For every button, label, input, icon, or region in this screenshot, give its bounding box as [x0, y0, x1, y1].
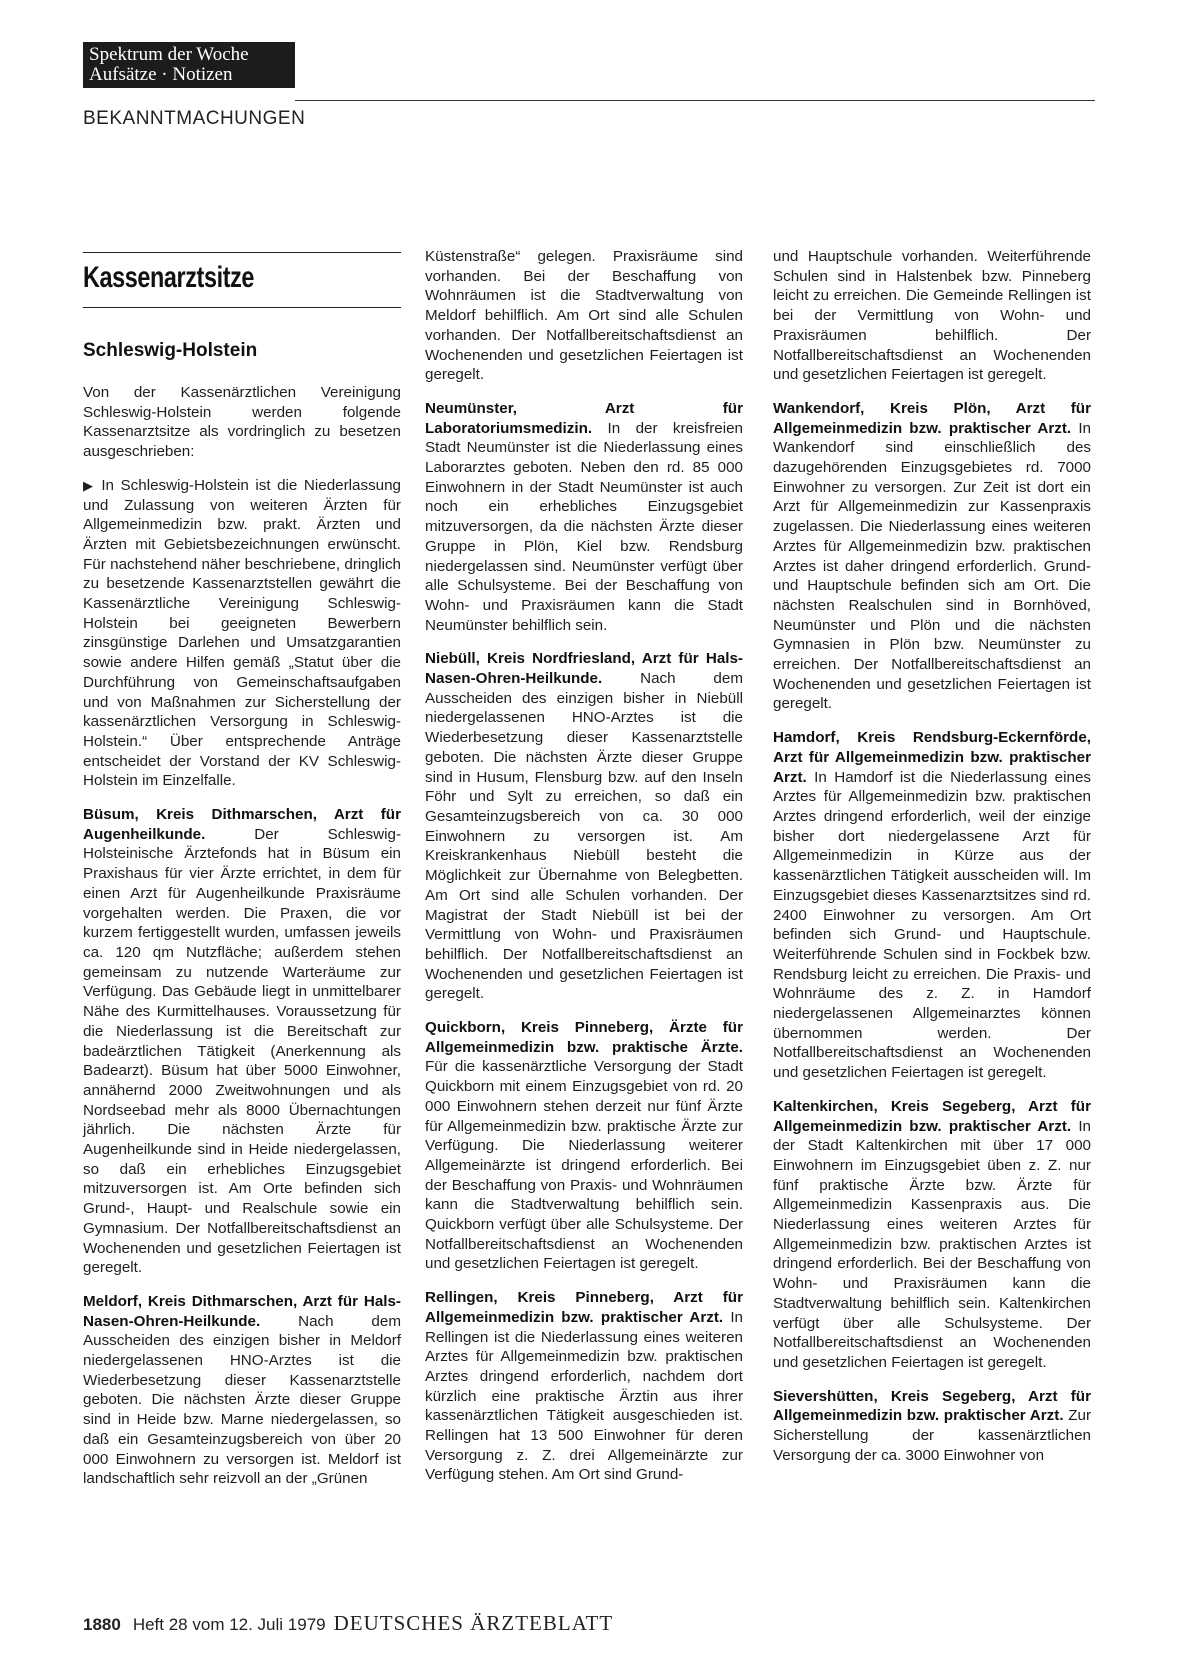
section-label: BEKANNTMACHUNGEN — [83, 108, 306, 129]
entry-heading: Meldorf, Kreis Dithmarschen, Arzt für Hals-Nasen-Ohren-Heilkunde. — [83, 1292, 401, 1330]
intro-paragraph: Von der Kassenärztlichen Vereinigung Schleswig-Holstein werden folgende Kassenarztsitze als vordringlich zu besetzen ausgeschrieben: — [83, 384, 401, 461]
entry-text: In Wankendorf sind einschließlich des dazugehörenden Einzugsgebietes rd. 7000 Einwohner zu versorgen. Zur Zeit ist dort ein Arzt für Allgemeinmedizin zur Kassenpraxis zugelassen. Die Niederlassung eines weiteren Arztes für Allgemeinmedizin bzw. praktischen Arztes ist daher dringend erforderlich. Grund- und Hauptschule befinden sich am Ort. Die nächsten Realschulen sind in Bornhöved, Neumünster und Plön und die nächsten Gymnasien in Plön bzw. Neumünster zu erreichen. Der Notfallbereitschaftsdienst an Wochenenden und gesetzlichen Feiertagen ist geregelt. — [773, 419, 1091, 713]
entry-text: In Hamdorf ist die Niederlassung eines Arztes für Allgemeinmedizin bzw. praktischen Arztes dringend erforderlich, weil der einzige bisher dort niedergelassene Arzt für Allgemeinmedizin in Kürze aus der kassenärztlichen Tätigkeit ausscheiden will. Im Einzugsgebiet dieses Kassenarztsitzes sind rd. 2400 Einwohner zu versorgen. Am Ort befinden sich Grund- und Hauptschule. Weiterführende Schulen sind in Fockbek bzw. Rendsburg leicht zu erreichen. Die Praxis- und Wohnräume des z. Z. in Hamdorf niedergelassenen Allgemeinarztes können übernommen werden. Der Notfallbereitschaftsdienst an Wochenenden und gesetzlichen Feiertagen ist geregelt. — [773, 768, 1091, 1082]
entry-heading: Niebüll, Kreis Nordfriesland, Arzt für Hals-Nasen-Ohren-Heilkunde. — [425, 650, 743, 688]
entry-kaltenkirchen — [773, 1097, 1091, 1373]
entry-heading: Kaltenkirchen, Kreis Segeberg, Arzt für Allgemeinmedizin bzw. praktischer Arzt. — [773, 1097, 1091, 1135]
title-rule-top — [83, 252, 401, 253]
entry-heading: Quickborn, Kreis Pinneberg, Ärzte für Allgemeinmedizin bzw. praktische Ärzte. — [425, 1019, 743, 1056]
page-footer — [83, 1611, 613, 1636]
entry-rellingen-continued: und Hauptschule vorhanden. Weiterführende Schulen sind in Halstenbek bzw. Pinneberg leicht zu erreichen. Die Gemeinde Rellingen ist bei der Vermittlung von Wohn- und Praxisräumen behilflich. Der Notfallbereitschaftsdienst an Wochenenden und gesetzlichen Feiertagen ist geregelt. — [773, 248, 1091, 384]
header-rule — [295, 100, 1095, 101]
column-2 — [425, 247, 743, 1499]
entry-text: Nach dem Ausscheiden des einzigen bisher in Meldorf niedergelassenen HNO-Arztes ist die Wiederbesetzung dieser Kassenarztstelle geboten. Die nächsten Ärzte dieser Gruppe sind in Heide bzw. Marne niedergelassen, so daß ein Gesamteinzugsbereich von über 20 000 Einwohnern zu versorgen ist. Meldorf ist landschaftlich sehr reizvoll an der „Grünen — [83, 1312, 401, 1488]
entry-heading: Rellingen, Kreis Pinneberg, Arzt für Allgemeinmedizin bzw. praktischer Arzt. — [425, 1289, 743, 1326]
entry-quickborn — [425, 1018, 743, 1274]
rubric-line-1: Spektrum der Woche — [89, 44, 249, 65]
entry-heading: Sievershütten, Kreis Segeberg, Arzt für Allgemeinmedizin bzw. praktischer Arzt. — [773, 1387, 1091, 1425]
entry-meldorf-continued: Küstenstraße“ gelegen. Praxisräume sind vorhanden. Bei der Beschaffung von Wohnräumen ist die Stadtverwaltung von Meldorf behilflich. Am Ort sind alle Schulen vorhanden. Der Notfallbereitschaftsdienst an Wochenenden und gesetzlichen Feiertagen ist geregelt. — [425, 248, 743, 384]
entry-text: Für die kassenärztliche Versorgung der Stadt Quickborn mit einem Einzugsgebiet von rd. 20 000 Einwohnern stehen derzeit nur fünf Ärzte für Allgemeinmedizin bzw. praktische Ärzte zur Verfügung. Die Niederlassung weiterer Allgemeinärzte ist dringend erforderlich. Bei der Beschaffung von Praxis- und Wohnräumen kann die Stadtverwaltung behilflich sein. Quickborn verfügt über alle Schulsysteme. Der Notfallbereitschaftsdienst an Wochenenden und gesetzlichen Feiertagen ist geregelt. — [425, 1058, 743, 1273]
issue-info: Heft 28 vom 12. Juli 1979 — [132, 1615, 326, 1634]
entry-text: Zur Sicherstellung der kassenärztlichen Versorgung der ca. 3000 Einwohner von — [773, 1407, 1091, 1464]
article-title: Kassenarztsitze — [83, 261, 255, 294]
entry-heading: Büsum, Kreis Dithmarschen, Arzt für Augenheilkunde. — [83, 806, 401, 843]
title-rule-bottom — [83, 307, 401, 308]
journal-name: DEUTSCHES ÄRZTEBLATT — [333, 1611, 614, 1635]
column-3 — [773, 247, 1091, 1479]
rubric-line-2: Aufsätze · Notizen — [89, 64, 233, 85]
entry-text: In der Stadt Kaltenkirchen mit über 17 000 Einwohnern im Einzugsgebiet üben z. Z. nur fünf praktische Ärzte bzw. Ärzte für Allgemeinmedizin Kassenpraxis aus. Die Niederlassung eines weiteren Arztes für Allgemeinmedizin bzw. praktischen Arztes ist dringend erforderlich. Bei der Beschaffung von Wohn- und Praxisräumen kann die Stadtverwaltung behilflich sein. Kaltenkirchen verfügt über alle Schulsysteme. Der Notfallbereitschaftsdienst an Wochenenden und gesetzlichen Feiertagen ist geregelt. — [773, 1117, 1091, 1371]
triangle-right-icon: ▶ — [83, 477, 96, 493]
entry-buesum — [83, 805, 401, 1278]
entry-heading: Wankendorf, Kreis Plön, Arzt für Allgemeinmedizin bzw. praktischer Arzt. — [773, 399, 1091, 437]
entry-text: In der kreisfreien Stadt Neumünster ist die Niederlassung eines Laborarztes geboten. Neben den rd. 85 000 Einwohnern in der Stadt Neumünster ist auch noch ein erhebliches Einzugsgebiet mitzuversorgen, da die nächsten Ärzte dieser Gruppe in Plön, Kiel bzw. Rendsburg niedergelassen sind. Neumünster verfügt über alle Schulsysteme. Bei der Beschaffung von Wohn- und Praxisräumen kann die Stadt Neumünster behilflich sein. — [425, 419, 743, 634]
entry-sievershuetten — [773, 1387, 1091, 1466]
column-1 — [83, 383, 401, 1503]
rubric-badge — [83, 42, 295, 88]
entry-rellingen — [425, 1288, 743, 1485]
entry-text: Nach dem Ausscheiden des einzigen bisher in Niebüll niedergelassenen HNO-Arztes ist die Wiederbesetzung dieser Kassenarztstelle geboten. Die nächsten Ärzte dieser Gruppe sind in Husum, Flensburg bzw. auf den Inseln Föhr und Sylt zu erreichen, so daß ein Gesamteinzugsbereich von ca. 30 000 Einwohnern zu versorgen ist. Am Kreiskrankenhaus Niebüll besteht die Möglichkeit zur Übernahme von Belegbetten. Am Ort sind alle Schulen vorhanden. Der Magistrat der Stadt Niebüll ist bei der Vermittlung von Wohn- und Praxisräumen behilflich. Der Notfallbereitschaftsdienst an Wochenenden und gesetzlichen Feiertagen ist geregelt. — [425, 670, 743, 1003]
entry-niebuell — [425, 649, 743, 1004]
page-number: 1880 — [83, 1615, 121, 1634]
entry-wankendorf — [773, 399, 1091, 714]
notice-text: In Schleswig-Holstein ist die Niederlassung und Zulassung von weiteren Ärzten für Allgemeinmedizin bzw. prakt. Ärzten und Ärzten mit Gebietsbezeichnungen erwünscht. Für nachstehend näher beschriebene, dringlich zu besetzende Kassenarztstellen gewährt die Kassenärztliche Vereinigung Schleswig-Holstein bei geeigneten Bewerbern zinsgünstige Darlehen und Umsatzgarantien sowie andere Hilfen gemäß „Statut über die Durchführung von Gemeinschaftsaufgaben und von Maßnahmen zur Sicherstellung der kassenärztlichen Versorgung in Schleswig-Holstein.“ Über entsprechende Anträge entscheidet der Vorstand der KV Schleswig-Holstein im Einzelfalle. — [83, 476, 402, 790]
notice-paragraph — [83, 476, 401, 791]
entry-heading: Neumünster, Arzt für Laboratoriumsmedizin. — [425, 399, 743, 437]
entry-hamdorf — [773, 728, 1091, 1083]
region-heading: Schleswig-Holstein — [83, 340, 258, 361]
entry-text: In Rellingen ist die Niederlassung eines weiteren Arztes für Allgemeinmedizin bzw. praktischen Arztes dringend erforderlich, nachdem dort kürzlich eine praktische Ärztin aus ihrer kassenärztlichen Tätigkeit ausgeschieden ist. Rellingen hat 13 500 Einwohner für deren Versorgung z. Z. drei Allgemeinärzte zur Verfügung stehen. Am Ort sind Grund- — [425, 1308, 743, 1484]
entry-meldorf — [83, 1292, 401, 1489]
entry-neumuenster — [425, 399, 743, 635]
entry-text: Der Schleswig-Holsteinische Ärztefonds hat in Büsum ein Praxishaus für vier Ärzte errichtet, in dem für einen Arzt für Augenheilkunde Praxisräume vorgehalten werden. Die Praxen, die vor kurzem fertiggestellt wurden, umfassen jeweils ca. 120 qm Nutzfläche; außerdem stehen gemeinsam zu nutzende Warteräume zur Verfügung. Das Gebäude liegt in unmittelbarer Nähe des Kurmittelhauses. Voraussetzung für die Niederlassung ist die Bereitschaft zur badeärztlichen Tätigkeit (Anerkennung als Badearzt). Büsum hat über 5000 Einwohner, annähernd 2000 Zweitwohnungen und als Nordseebad mehr als 8000 Übernachtungen jährlich. Die nächsten Ärzte für Augenheilkunde sind in Heide niedergelassen, so daß ein erhebliches Einzugsgebiet mitzuversorgen ist. Am Orte befinden sich Grund-, Haupt- und Realschule sowie ein Gymnasium. Der Notfallbereitschaftsdienst an Wochenenden und gesetzlichen Feiertagen ist geregelt. — [83, 825, 401, 1277]
entry-heading: Hamdorf, Kreis Rendsburg-Eckernförde, Arzt für Allgemeinmedizin bzw. praktischer Arzt. — [773, 729, 1091, 786]
